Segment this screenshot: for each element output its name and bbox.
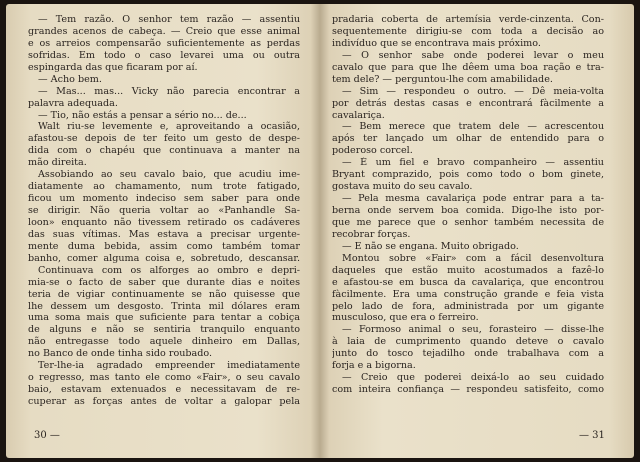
book-spread (6, 4, 634, 458)
text-line: se dirigir. Não queria voltar ao «Panhandle Sa- (28, 205, 300, 216)
text-line: — Tem razão. O senhor tem razão — assentiu (38, 14, 300, 25)
text-line: e os arreios compensarão suficientemente as perdas (28, 37, 300, 49)
text-line: Continuava com os alforges ao ombro e depri- (38, 264, 300, 276)
text-line: fàcilmente. Era uma construção grande e feia vista (332, 288, 604, 300)
text-line: poderoso corcel. (332, 145, 413, 157)
text-line: loon» enquanto não tivessem retirado os cadáveres (28, 216, 300, 228)
text-line: — Bem merece que tratem dele — acrescentou (342, 121, 604, 133)
text-line: Montou sobre «Fair» com a fácil desenvoltura (342, 252, 604, 264)
text-line: indivíduo que se encontrava mais próximo. (332, 37, 541, 49)
text-line: daqueles que estão muito acostumados a fazê-lo (332, 264, 604, 276)
text-line: musculoso, que era o ferreiro. (332, 312, 479, 324)
text-line: não entregasse todo aquele dinheiro em Dallas, (28, 336, 300, 348)
text-line: afastou-se depois de ter feito um gesto de despe- (28, 133, 300, 145)
text-line: recobrar forças. (332, 228, 411, 240)
text-line: — Tio, não estás a pensar a sério no... de... (38, 109, 247, 121)
right-page (332, 14, 604, 454)
text-line: e afastou-se em busca da cavalariça, que encontrou (332, 276, 604, 288)
text-line: mente duma bebida, assim como também tomar (28, 240, 300, 252)
text-line: o regresso, mas tanto ele como «Fair», o seu cavalo (28, 372, 300, 384)
text-line: mia-se o facto de saber que durante dias e noites (28, 276, 300, 288)
text-line: — Mas... mas... Vicky não parecia encontrar a (38, 85, 300, 97)
text-line: pradaria coberta de artemísia verde-cinzenta. Con- (332, 14, 604, 25)
text-line: junto do tosco tejadilho onde trabalhava com a (332, 348, 604, 360)
text-line: palavra adequada. (28, 97, 118, 109)
text-line: no Banco de onde tinha sido roubado. (28, 348, 213, 360)
text-line: baio, estavam extenuados e necessitavam de re- (28, 384, 300, 396)
text-line: forja e a bigorna. (332, 360, 416, 372)
text-line: pelo lado de fora, administrada por um gigante (332, 300, 604, 312)
text-line: gostava muito do seu cavalo. (332, 181, 473, 193)
text-line: tem dele? — perguntou-lhe com amabilidade. (332, 73, 553, 85)
text-line: cuperar as forças antes de voltar a galopar pela (28, 396, 300, 407)
left-page-number: 30 — (34, 430, 60, 441)
text-line: mão direita. (28, 157, 87, 169)
text-line: — O senhor sabe onde poderei levar o meu (342, 49, 604, 61)
text-line: à laia de cumprimento quando deteve o cavalo (332, 336, 604, 348)
text-line: — É um fiel e bravo companheiro — assentiu (342, 157, 604, 169)
text-line: — Formoso animal o seu, forasteiro — disse-lhe (342, 324, 604, 336)
text-line: após ter lançado um olhar de entendido para o (332, 133, 604, 145)
right-page-number: — 31 (579, 430, 605, 441)
text-line: espingarda das que ficaram por aí. (28, 61, 198, 73)
text-line: diatamente ao chamamento, num trote fatigado, (28, 181, 300, 193)
text-line: grandes acenos de cabeça. — Creio que esse animal (28, 25, 300, 37)
text-line: uma soma mais que suficiente para tentar a cobiça (28, 312, 300, 324)
text-line: Walt riu-se levemente e, aproveitando a ocasião, (38, 121, 300, 133)
text-line: banho, comer alguma coisa e, sobretudo, descansar. (28, 252, 300, 264)
text-line: — E não se engana. Muito obrigado. (342, 240, 519, 252)
text-line: de alguns e não se sentiria tranquilo enquanto (28, 324, 300, 336)
text-line: — Pela mesma cavalariça pode entrar para a ta- (342, 193, 604, 205)
text-line: — Creio que poderei deixá-lo ao seu cuidado (342, 372, 604, 384)
text-line: que me parece que o senhor também necessita de (332, 216, 604, 228)
text-line: cavalariça. (332, 109, 385, 121)
text-line: Bryant comprazido, pois como todo o bom ginete, (332, 169, 604, 181)
text-line: cavalo que para que lhe dêem uma boa ração e tra- (332, 61, 604, 73)
text-line: Assobiando ao seu cavalo baio, que acudiu ime- (38, 169, 300, 181)
text-line: sequentemente dirigiu-se com toda a decisão ao (332, 25, 604, 37)
text-line: Ter-lhe-ia agradado empreender imediatamente (38, 360, 300, 372)
text-line: com inteira confiança — respondeu satisfeito, como (332, 384, 604, 396)
text-line: — Acho bem. (38, 73, 102, 85)
left-page (28, 14, 300, 454)
text-line: berna onde servem boa comida. Digo-lhe isto por- (332, 205, 604, 216)
text-line: das suas vítimas. Mas estava a precisar urgente- (28, 228, 300, 240)
text-line: sofridas. Em todo o caso levarei uma ou outra (28, 49, 300, 61)
text-line: lhe dessem um desgosto. Trinta mil dólares eram (28, 300, 300, 312)
text-line: ficou um momento indeciso sem saber para onde (28, 193, 300, 205)
text-line: — Sim — respondeu o outro. — Dê meia-volta (342, 85, 604, 97)
text-line: teria de vigiar continuamente se não quisesse que (28, 288, 300, 300)
text-line: por detrás destas casas e encontrará fàcilmente a (332, 97, 604, 109)
text-line: dida com o chapéu que continuava a manter na (28, 145, 300, 157)
